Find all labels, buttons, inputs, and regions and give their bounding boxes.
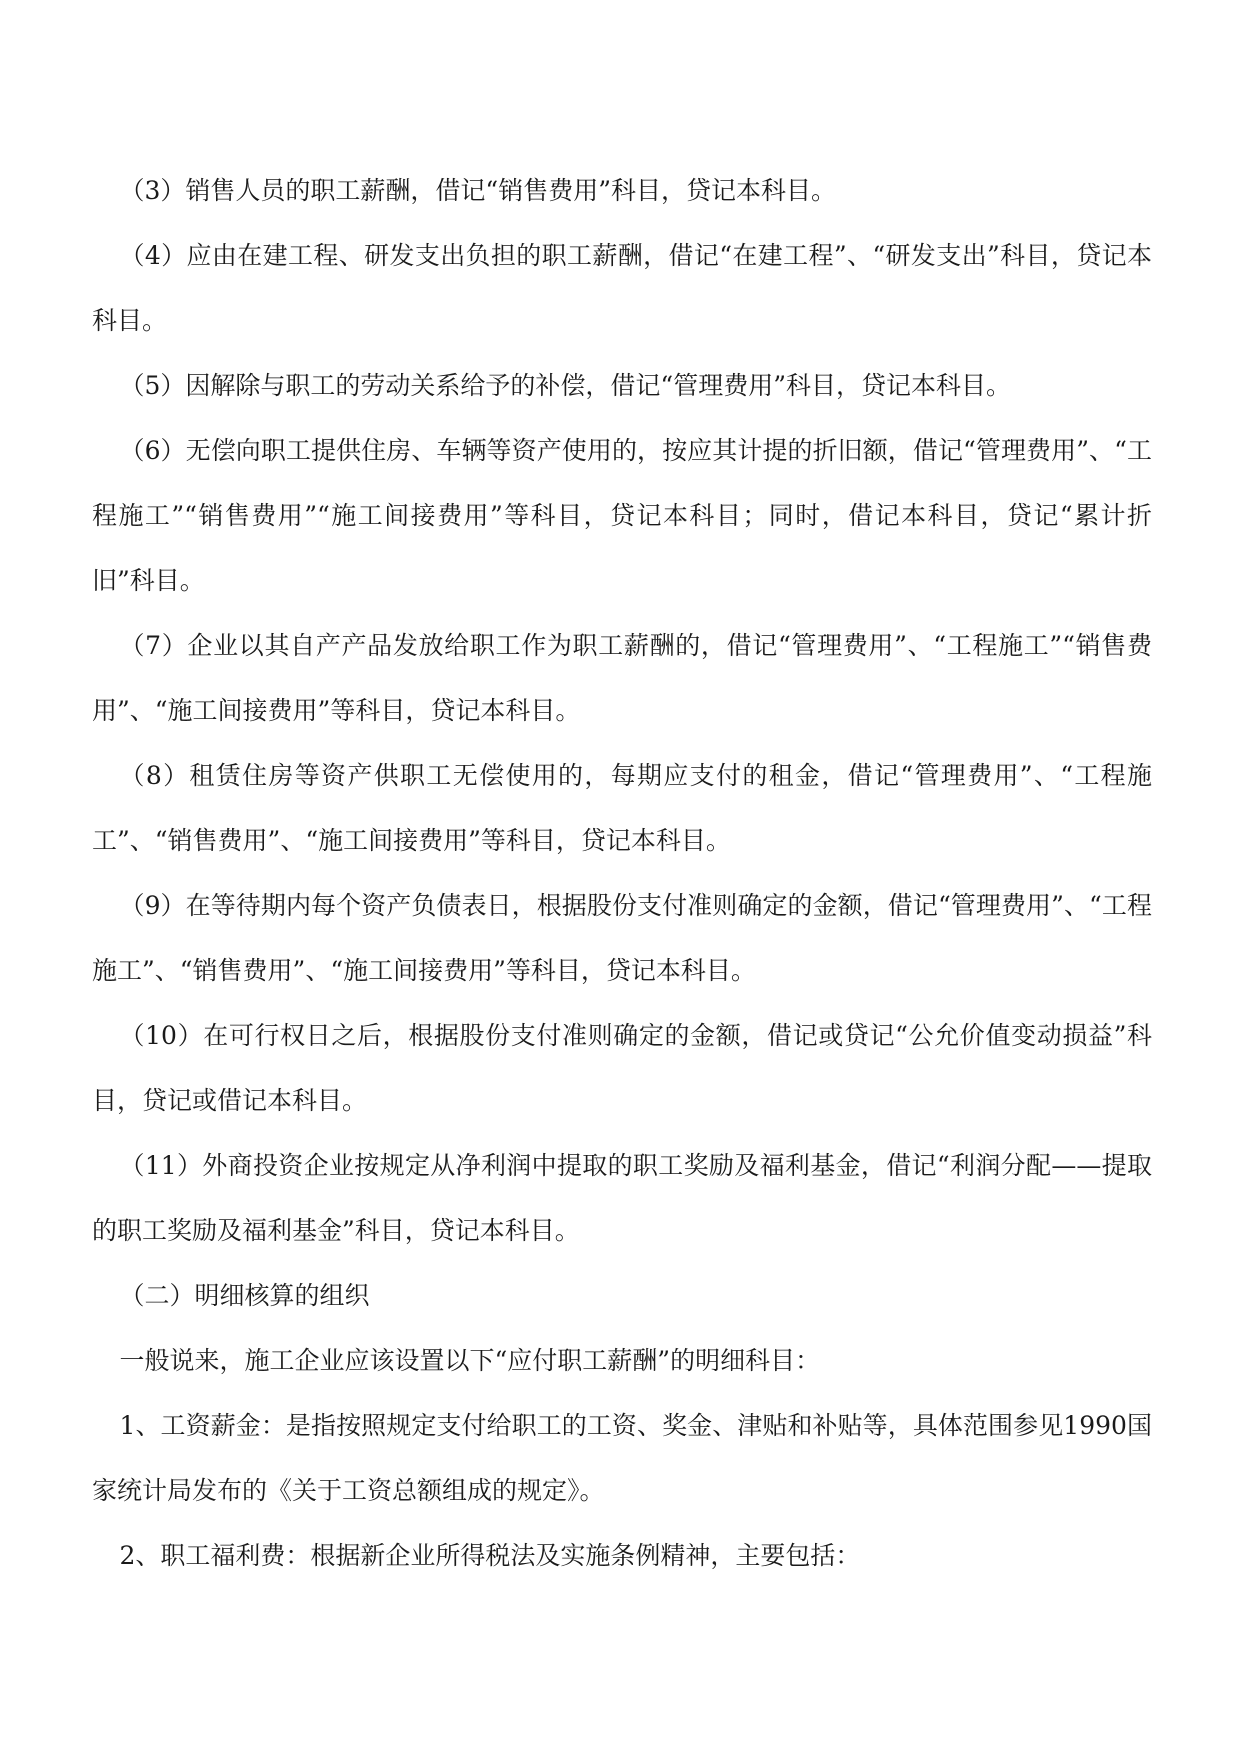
paragraph-employee-welfare: 2、职工福利费：根据新企业所得税法及实施条例精神，主要包括：: [119, 1541, 861, 1570]
paragraph-3-sales-salary: （3）销售人员的职工薪酬，借记“销售费用”科目，贷记本科目。: [119, 176, 836, 205]
paragraph-5-termination-compensation: （5）因解除与职工的劳动关系给予的补偿，借记“管理费用”科目，贷记本科目。: [119, 371, 1011, 400]
paragraph-8-leased-housing: （8）租赁住房等资产供职工无偿使用的，每期应支付的租金，借记“管理费用”、“工程施工”、“销售费用”、“施工间接费用”等科目，贷记本科目。: [92, 761, 1152, 855]
paragraph-7-own-products: （7）企业以其自产产品发放给职工作为职工薪酬的，借记“管理费用”、“工程施工”“销售费用”、“施工间接费用”等科目，贷记本科目。: [92, 631, 1152, 725]
paragraph-general-intro: 一般说来，施工企业应该设置以下“应付职工薪酬”的明细科目：: [119, 1346, 821, 1375]
section-heading-detail-accounting: （二）明细核算的组织: [119, 1281, 370, 1310]
paragraph-4-construction-rd: （4）应由在建工程、研发支出负担的职工薪酬，借记“在建工程”、“研发支出”科目，贷记本科目。: [92, 241, 1152, 335]
document-body: [92, 158, 1152, 1588]
paragraph-10-after-vesting: （10）在可行权日之后，根据股份支付准则确定的金额，借记或贷记“公允价值变动损益”科目，贷记或借记本科目。: [92, 1021, 1152, 1115]
paragraph-wages-salaries: 1、工资薪金：是指按照规定支付给职工的工资、奖金、津贴和补贴等，具体范围参见1990国家统计局发布的《关于工资总额组成的规定》。: [92, 1411, 1152, 1505]
paragraph-6-free-housing-vehicles: （6）无偿向职工提供住房、车辆等资产使用的，按应其计提的折旧额，借记“管理费用”、“工程施工”“销售费用”“施工间接费用”等科目，贷记本科目；同时，借记本科目，贷记“累计折旧”科目。: [92, 436, 1152, 595]
paragraph-9-vesting-period: （9）在等待期内每个资产负债表日，根据股份支付准则确定的金额，借记“管理费用”、“工程施工”、“销售费用”、“施工间接费用”等科目，贷记本科目。: [92, 891, 1152, 985]
paragraph-11-foreign-invested: （11）外商投资企业按规定从净利润中提取的职工奖励及福利基金，借记“利润分配——提取的职工奖励及福利基金”科目，贷记本科目。: [92, 1151, 1152, 1245]
